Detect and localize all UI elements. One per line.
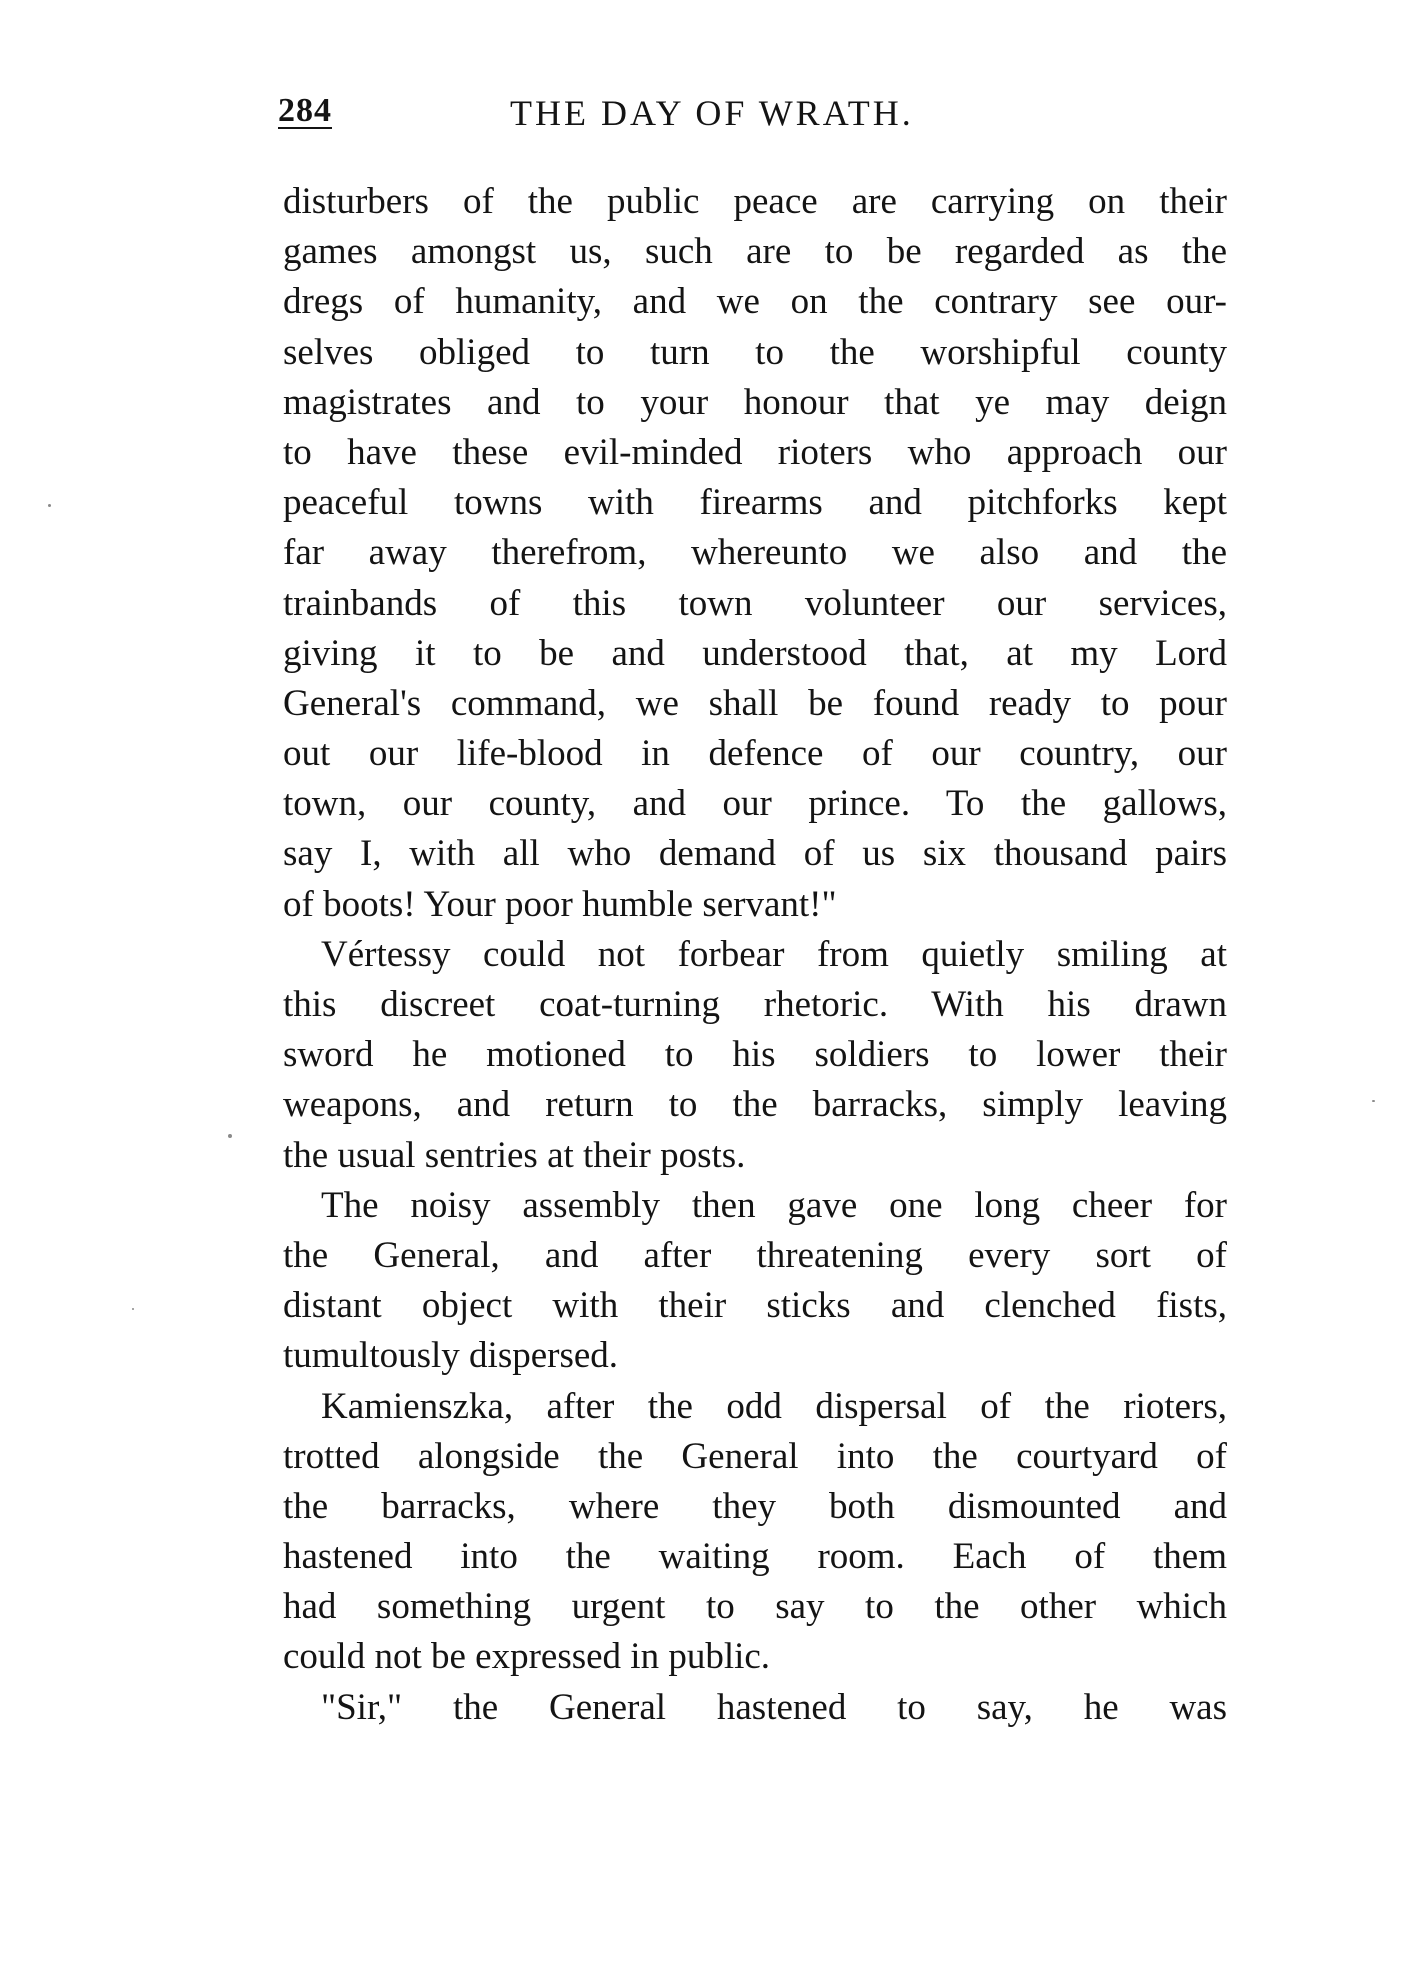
text-line: weapons, and return to the barracks, simply leaving [283,1084,1227,1126]
paper-speck [48,504,51,507]
text-line: town, our county, and our prince. To the gallows, [283,783,1227,825]
page-header [278,92,1238,142]
text-line: sword he motioned to his soldiers to lower their [283,1034,1227,1076]
paragraph-start-line: Kamienszka, after the odd dispersal of the rioters, [321,1385,1227,1427]
text-line: far away therefrom, whereunto we also and the [283,532,1227,574]
text-line: tumultously dispersed. [283,1335,619,1377]
paragraph-start-line: Vértessy could not forbear from quietly smiling at [321,933,1227,975]
text-line: dregs of humanity, and we on the contrary see our- [283,281,1227,323]
text-line: peaceful towns with firearms and pitchforks kept [283,482,1227,524]
text-line: distant object with their sticks and clenched fists, [283,1285,1227,1327]
text-line: say I, with all who demand of us six thousand pairs [283,833,1227,875]
text-line: trainbands of this town volunteer our services, [283,582,1227,624]
paragraph-start-line: "Sir," the General hastened to say, he was [321,1686,1227,1728]
text-line: trotted alongside the General into the courtyard of [283,1435,1227,1477]
text-line: magistrates and to your honour that ye may deign [283,381,1227,423]
paper-speck [228,1134,232,1138]
text-line: the General, and after threatening every sort of [283,1234,1227,1276]
paragraph-start-line: The noisy assembly then gave one long cheer for [321,1184,1227,1226]
text-line: games amongst us, such are to be regarded as the [283,231,1227,273]
text-line: disturbers of the public peace are carrying on their [283,181,1227,222]
text-line: out our life-blood in defence of our country, our [283,733,1227,775]
paper-speck [1372,1100,1375,1102]
text-line: of boots! Your poor humble servant!" [283,883,837,925]
text-line: to have these evil-minded rioters who approach our [283,431,1227,473]
text-line: hastened into the waiting room. Each of them [283,1536,1227,1578]
text-line: the barracks, where they both dismounted and [283,1485,1227,1527]
paper-speck [132,1308,134,1310]
text-line: the usual sentries at their posts. [283,1134,746,1176]
text-line: General's command, we shall be found ready to pour [283,682,1227,724]
text-line: had something urgent to say to the other which [283,1586,1227,1628]
body-text [283,177,1227,1733]
text-line: giving it to be and understood that, at my Lord [283,632,1227,674]
text-line: this discreet coat-turning rhetoric. With his drawn [283,984,1227,1025]
running-title: THE DAY OF WRATH. [510,93,914,133]
page-number: 284 [278,92,332,129]
text-line: selves obliged to turn to the worshipful county [283,331,1227,373]
text-line: could not be expressed in public. [283,1636,771,1678]
